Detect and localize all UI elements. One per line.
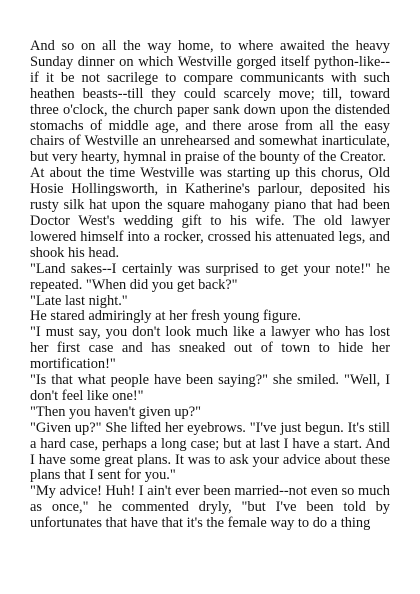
paragraph-hosie-arrives: At about the time Westville was starting up this chorus, Old Hosie Hollingsworth, in Katherine's parlour, deposited his rusty silk hat upon the square mahogany piano that had been Doctor West's wedding gift to his wife. The old lawyer lowered himself into a rocker, crossed his attenuated legs, and shook his head.: [30, 165, 390, 261]
paragraph-my-advice: "My advice! Huh! I ain't ever been married--not even so much as once," he commented dryly, "but I've been told by unfortunates that have that it's the female way to do a thing: [30, 483, 390, 532]
paragraph-people-saying: "Is that what people have been saying?" she smiled. "Well, I don't feel like one!": [30, 372, 390, 404]
paragraph-land-sakes: "Land sakes--I certainly was surprised to get your note!" he repeated. "When did you get back?": [30, 260, 390, 293]
paragraph-given-up-question: "Then you haven't given up?": [30, 403, 201, 420]
page-text: [30, 39, 390, 532]
paragraph-stared: He stared admiringly at her fresh young figure.: [30, 308, 301, 325]
paragraph-dinner: And so on all the way home, to where awaited the heavy Sunday dinner on which Westville gorged itself python-like--if it be not sacrilege to compare communicants with such heathen beasts--till they could scarcely move; till, toward three o'clock, the church paper sank down upon the distended stomachs of middle age, and there arose from all the easy chairs of Westville an unrehearsed and somewhat inarticulate, but very hearty, hymnal in praise of the bounty of the Creator.: [30, 38, 390, 166]
paragraph-late-last-night: "Late last night.": [30, 292, 128, 309]
paragraph-just-begun: "Given up?" She lifted her eyebrows. "I've just begun. It's still a hard case, perhaps a long case; but at last I have a start. And I have some great plans. It was to ask your advice about these plans that I sent for you.": [30, 419, 390, 484]
paragraph-lost-first-case: "I must say, you don't look much like a lawyer who has lost her first case and has sneaked out of town to hide her mortification!": [30, 324, 390, 373]
